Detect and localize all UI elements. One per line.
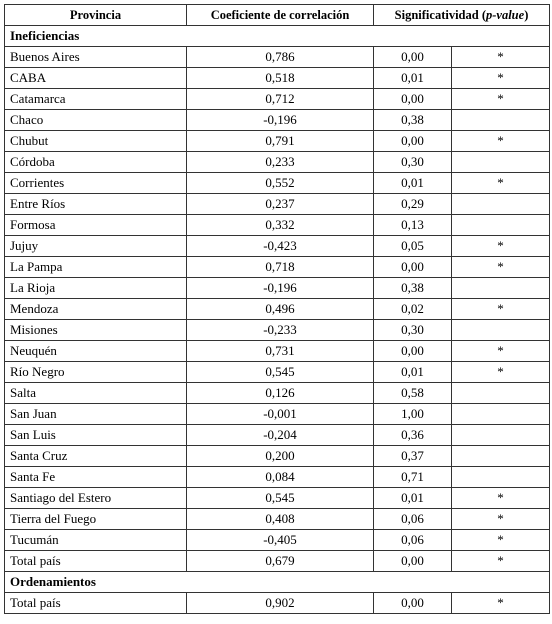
cell-significatividad: 0,71 [374, 467, 452, 488]
cell-provincia: Santa Fe [5, 467, 187, 488]
cell-coeficiente: 0,545 [187, 488, 374, 509]
cell-provincia: San Juan [5, 404, 187, 425]
cell-significance-mark: * [452, 341, 550, 362]
cell-provincia: Tierra del Fuego [5, 509, 187, 530]
table-row [5, 215, 550, 236]
cell-significance-mark [452, 194, 550, 215]
table-row [5, 278, 550, 299]
header-row [5, 5, 550, 26]
cell-coeficiente: 0,233 [187, 152, 374, 173]
correlation-table [4, 4, 550, 614]
cell-significance-mark [452, 425, 550, 446]
table-row [5, 467, 550, 488]
cell-significatividad: 0,00 [374, 89, 452, 110]
cell-significance-mark: * [452, 173, 550, 194]
cell-provincia: Jujuy [5, 236, 187, 257]
cell-provincia: Chubut [5, 131, 187, 152]
cell-provincia: Corrientes [5, 173, 187, 194]
table-row [5, 404, 550, 425]
cell-significatividad: 0,01 [374, 68, 452, 89]
cell-coeficiente: 0,408 [187, 509, 374, 530]
cell-provincia: Buenos Aires [5, 47, 187, 68]
header-pvalue-close: ) [524, 8, 529, 22]
table-row [5, 110, 550, 131]
cell-significatividad: 0,30 [374, 152, 452, 173]
cell-provincia: Total país [5, 551, 187, 572]
cell-significatividad: 0,00 [374, 341, 452, 362]
cell-significance-mark: * [452, 257, 550, 278]
cell-coeficiente: 0,545 [187, 362, 374, 383]
cell-significance-mark: * [452, 89, 550, 110]
cell-coeficiente: -0,233 [187, 320, 374, 341]
cell-provincia: Tucumán [5, 530, 187, 551]
section-row [5, 26, 550, 47]
header-provincia: Provincia [5, 5, 187, 26]
table-row [5, 509, 550, 530]
cell-significatividad: 0,30 [374, 320, 452, 341]
cell-significance-mark [452, 446, 550, 467]
cell-significatividad: 0,00 [374, 551, 452, 572]
cell-coeficiente: -0,204 [187, 425, 374, 446]
table-row [5, 173, 550, 194]
cell-significatividad: 0,00 [374, 47, 452, 68]
cell-coeficiente: -0,423 [187, 236, 374, 257]
table-row [5, 299, 550, 320]
cell-coeficiente: 0,126 [187, 383, 374, 404]
cell-coeficiente: 0,200 [187, 446, 374, 467]
cell-provincia: Entre Ríos [5, 194, 187, 215]
cell-significatividad: 0,58 [374, 383, 452, 404]
cell-significatividad: 0,06 [374, 530, 452, 551]
cell-significatividad: 0,13 [374, 215, 452, 236]
cell-significance-mark [452, 152, 550, 173]
cell-coeficiente: 0,237 [187, 194, 374, 215]
table-row [5, 488, 550, 509]
section-title: Ordenamientos [5, 572, 550, 593]
cell-coeficiente: 0,791 [187, 131, 374, 152]
cell-provincia: Catamarca [5, 89, 187, 110]
cell-coeficiente: 0,332 [187, 215, 374, 236]
table-row [5, 362, 550, 383]
cell-significatividad: 0,05 [374, 236, 452, 257]
cell-significance-mark: * [452, 131, 550, 152]
cell-provincia: Salta [5, 383, 187, 404]
cell-significance-mark [452, 383, 550, 404]
table-row [5, 551, 550, 572]
cell-provincia: Mendoza [5, 299, 187, 320]
cell-coeficiente: 0,786 [187, 47, 374, 68]
cell-provincia: Total país [5, 593, 187, 614]
cell-coeficiente: 0,084 [187, 467, 374, 488]
cell-coeficiente: -0,405 [187, 530, 374, 551]
cell-provincia: Santiago del Estero [5, 488, 187, 509]
cell-significance-mark: * [452, 530, 550, 551]
header-significatividad-label: Significatividad [394, 8, 479, 22]
cell-provincia: Misiones [5, 320, 187, 341]
cell-coeficiente: 0,718 [187, 257, 374, 278]
cell-provincia: La Pampa [5, 257, 187, 278]
cell-provincia: Chaco [5, 110, 187, 131]
table-row [5, 68, 550, 89]
cell-significatividad: 1,00 [374, 404, 452, 425]
table-row [5, 236, 550, 257]
cell-significatividad: 0,37 [374, 446, 452, 467]
cell-significance-mark: * [452, 47, 550, 68]
table-row [5, 152, 550, 173]
cell-significance-mark: * [452, 362, 550, 383]
cell-provincia: Santa Cruz [5, 446, 187, 467]
table-row [5, 593, 550, 614]
cell-coeficiente: -0,001 [187, 404, 374, 425]
table-row [5, 383, 550, 404]
cell-significance-mark [452, 278, 550, 299]
cell-significance-mark [452, 467, 550, 488]
cell-significatividad: 0,38 [374, 278, 452, 299]
cell-provincia: Formosa [5, 215, 187, 236]
table-body [5, 26, 550, 614]
header-pvalue-label: p-value [486, 8, 525, 22]
cell-coeficiente: 0,731 [187, 341, 374, 362]
table-row [5, 257, 550, 278]
cell-significance-mark: * [452, 551, 550, 572]
cell-coeficiente: 0,902 [187, 593, 374, 614]
cell-significance-mark: * [452, 68, 550, 89]
header-pvalue-open: ( [481, 8, 486, 22]
cell-provincia: Córdoba [5, 152, 187, 173]
cell-significance-mark [452, 320, 550, 341]
table-row [5, 425, 550, 446]
cell-significatividad: 0,01 [374, 362, 452, 383]
cell-coeficiente: 0,552 [187, 173, 374, 194]
cell-provincia: CABA [5, 68, 187, 89]
table-row [5, 194, 550, 215]
section-title: Ineficiencias [5, 26, 550, 47]
cell-significance-mark: * [452, 299, 550, 320]
cell-significatividad: 0,36 [374, 425, 452, 446]
table-row [5, 47, 550, 68]
cell-coeficiente: -0,196 [187, 278, 374, 299]
cell-coeficiente: 0,518 [187, 68, 374, 89]
cell-coeficiente: 0,496 [187, 299, 374, 320]
cell-significatividad: 0,00 [374, 257, 452, 278]
cell-significance-mark: * [452, 488, 550, 509]
table-row [5, 446, 550, 467]
cell-significatividad: 0,38 [374, 110, 452, 131]
cell-coeficiente: -0,196 [187, 110, 374, 131]
table-row [5, 131, 550, 152]
section-row [5, 572, 550, 593]
cell-coeficiente: 0,679 [187, 551, 374, 572]
cell-significatividad: 0,01 [374, 173, 452, 194]
cell-significatividad: 0,29 [374, 194, 452, 215]
cell-significatividad: 0,01 [374, 488, 452, 509]
cell-coeficiente: 0,712 [187, 89, 374, 110]
cell-provincia: San Luis [5, 425, 187, 446]
cell-significance-mark: * [452, 509, 550, 530]
header-coeficiente: Coeficiente de correlación [187, 5, 374, 26]
cell-significatividad: 0,02 [374, 299, 452, 320]
table-row [5, 320, 550, 341]
cell-significatividad: 0,00 [374, 593, 452, 614]
cell-significance-mark: * [452, 593, 550, 614]
table-row [5, 89, 550, 110]
cell-provincia: La Rioja [5, 278, 187, 299]
cell-significance-mark: * [452, 236, 550, 257]
table-row [5, 341, 550, 362]
cell-significatividad: 0,00 [374, 131, 452, 152]
header-significatividad [374, 5, 550, 26]
cell-significance-mark [452, 215, 550, 236]
table-row [5, 530, 550, 551]
cell-provincia: Río Negro [5, 362, 187, 383]
cell-significance-mark [452, 110, 550, 131]
cell-significatividad: 0,06 [374, 509, 452, 530]
cell-provincia: Neuquén [5, 341, 187, 362]
cell-significance-mark [452, 404, 550, 425]
